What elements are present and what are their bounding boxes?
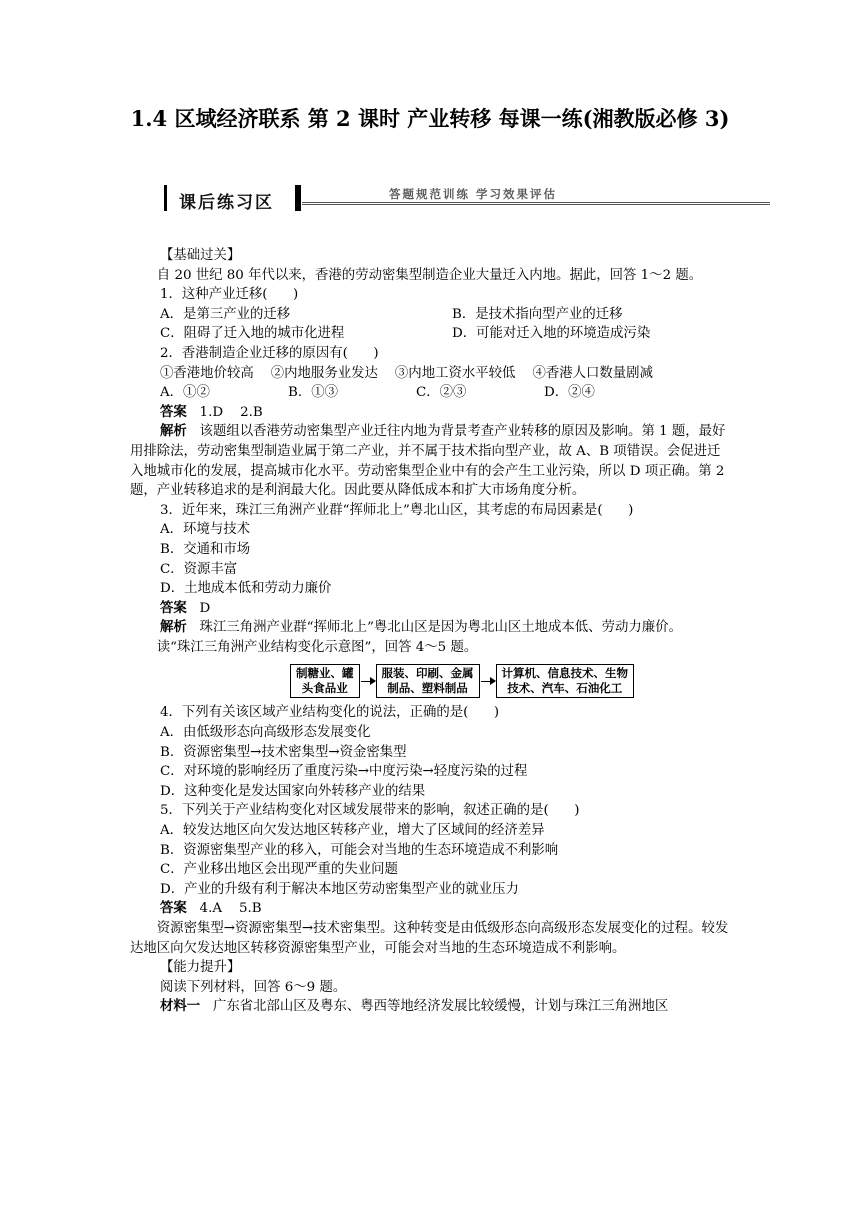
q5-option-a: A．较发达地区向欠发达地区转移产业，增大了区域间的经济差异 xyxy=(160,823,545,839)
flow-box-line: 计算机、信息技术、生物 xyxy=(501,666,628,681)
explanation-4-5: 资源密集型→资源密集型→技术密集型。这种转变是由低级形态向高级形态发展变化的过程。较发达地区向欠发达地区转移资源密集型产业，可能会对当地的生态环境造成不利影响。 xyxy=(130,921,729,956)
q1-option-a: A．是第三产业的迁移 xyxy=(160,306,291,322)
banner-label: 课后练习区 xyxy=(179,193,274,213)
q1-stem: 1．这种产业迁移( ) xyxy=(160,287,299,303)
q4-stem: 4．下列有关该区域产业结构变化的说法，正确的是( ) xyxy=(160,705,500,721)
section-heading-basic: 【基础过关】 xyxy=(160,248,241,263)
document-body xyxy=(130,246,730,1017)
explanation-3 xyxy=(130,618,730,638)
flow-box-line: 制品、塑料制品 xyxy=(387,681,468,696)
answer-1-2 xyxy=(130,403,730,423)
answer-3 xyxy=(130,599,730,619)
q2-option-c: C．②③ xyxy=(416,385,467,401)
answer-text: D xyxy=(186,600,211,616)
banner-subtitle: 答题规范训练 学习效果评估 xyxy=(385,186,561,202)
answer-text: 1.D 2.B xyxy=(186,404,263,420)
q2-option-a: A．①② xyxy=(160,385,210,401)
q1-options-row1 xyxy=(130,305,730,325)
explanation-tag: 解析 xyxy=(160,424,187,440)
q3-option-a: A．环境与技术 xyxy=(160,522,251,538)
flow-box-high-tech xyxy=(496,664,635,698)
q4-option-b: B．资源密集型→技术密集型→资金密集型 xyxy=(160,744,407,760)
q3-option-b: B．交通和市场 xyxy=(160,541,251,557)
q1-options-row2 xyxy=(130,324,730,344)
q3-option-c: C．资源丰富 xyxy=(160,561,238,577)
q2-stem: 2．香港制造企业迁移的原因有( ) xyxy=(160,345,379,361)
explanation-text: 该题组以香港劳动密集型产业迁往内地为背景考查产业转移的原因及影响。第 1 题，最好用排除法，劳动密集型制造业属于第二产业，并不属于技术指向型产业，故 A、B 项错误。会促进迁入地城市化的发展，提高城市化水平。劳动密集型企业中有的会产生工业污染，所以 D 项正确。第 2 题，产业转移追求的是利润最大化。因此要从降低成本和扩大市场角度分析。 xyxy=(130,424,729,499)
page-title: 1.4 区域经济联系 第 2 课时 产业转移 每课一练(湘教版必修 3) xyxy=(130,106,730,131)
q5-option-b: B．资源密集型产业的移入，可能会对当地的生态环境造成不利影响 xyxy=(160,842,559,858)
intro-q6-9: 阅读下列材料，回答 6～9 题。 xyxy=(160,979,347,995)
material-tag: 材料一 xyxy=(160,999,201,1015)
intro-q1-2: 自 20 世纪 80 年代以来，香港的劳动密集型制造企业大量迁入内地。据此，回答 1～2 题。 xyxy=(156,267,703,283)
q4-option-c: C．对环境的影响经历了重度污染→中度污染→轻度污染的过程 xyxy=(160,764,528,780)
q5-stem: 5．下列关于产业结构变化对区域发展带来的影响，叙述正确的是( ) xyxy=(160,803,580,819)
q5-option-d: D．产业的升级有利于解决本地区劳动密集型产业的就业压力 xyxy=(160,881,519,897)
banner-box xyxy=(164,185,301,211)
answer-tag: 答案 xyxy=(160,901,187,917)
explanation-1-2 xyxy=(130,422,730,500)
industry-flow-diagram xyxy=(290,663,730,699)
q2-items: ①香港地价较高 ②内地服务业发达 ③内地工资水平较低 ④香港人口数量剧减 xyxy=(160,365,653,381)
intro-q4-5: 读“珠江三角洲产业结构变化示意图”，回答 4～5 题。 xyxy=(156,639,478,655)
answer-text: 4.A 5.B xyxy=(186,901,262,917)
flow-box-line: 头食品业 xyxy=(301,681,348,696)
flow-box-line: 制糖业、罐 xyxy=(296,666,354,681)
q1-option-b: B．是技术指向型产业的迁移 xyxy=(452,306,623,322)
material-1 xyxy=(130,997,730,1017)
q3-option-d: D．土地成本低和劳动力廉价 xyxy=(160,581,332,597)
q1-option-d: D．可能对迁入地的环境造成污染 xyxy=(452,326,651,342)
answer-tag: 答案 xyxy=(160,404,187,420)
answer-4-5 xyxy=(130,899,730,919)
banner-rule xyxy=(302,202,770,205)
q4-option-a: A．由低级形态向高级形态发展变化 xyxy=(160,725,371,741)
flow-box-line: 技术、汽车、石油化工 xyxy=(507,681,623,696)
flow-box-food xyxy=(290,664,360,698)
q5-option-c: C．产业移出地区会出现严重的失业问题 xyxy=(160,862,398,878)
section-banner xyxy=(160,182,770,214)
answer-tag: 答案 xyxy=(160,600,187,616)
explanation-tag: 解析 xyxy=(160,620,187,636)
q3-stem: 3．近年来，珠江三角洲产业群“挥师北上”粤北山区，其考虑的布局因素是( ) xyxy=(160,502,634,518)
flow-arrow-icon xyxy=(481,681,495,682)
flow-box-light-industry xyxy=(376,664,480,698)
q2-option-d: D．②④ xyxy=(544,385,595,401)
flow-box-line: 服装、印刷、金属 xyxy=(381,666,474,681)
q1-option-c: C．阻碍了迁入地的城市化进程 xyxy=(160,326,345,342)
q4-option-d: D．这种变化是发达国家向外转移产业的结果 xyxy=(160,783,426,799)
flow-arrow-icon xyxy=(361,681,375,682)
explanation-text: 珠江三角洲产业群“挥师北上”粤北山区是因为粤北山区土地成本低、劳动力廉价。 xyxy=(186,620,682,636)
section-heading-advanced: 【能力提升】 xyxy=(160,960,241,976)
material-text: 广东省北部山区及粤东、粤西等地经济发展比较缓慢，计划与珠江三角洲地区 xyxy=(200,999,669,1015)
q2-options xyxy=(130,383,730,403)
q2-option-b: B．①③ xyxy=(288,385,339,401)
